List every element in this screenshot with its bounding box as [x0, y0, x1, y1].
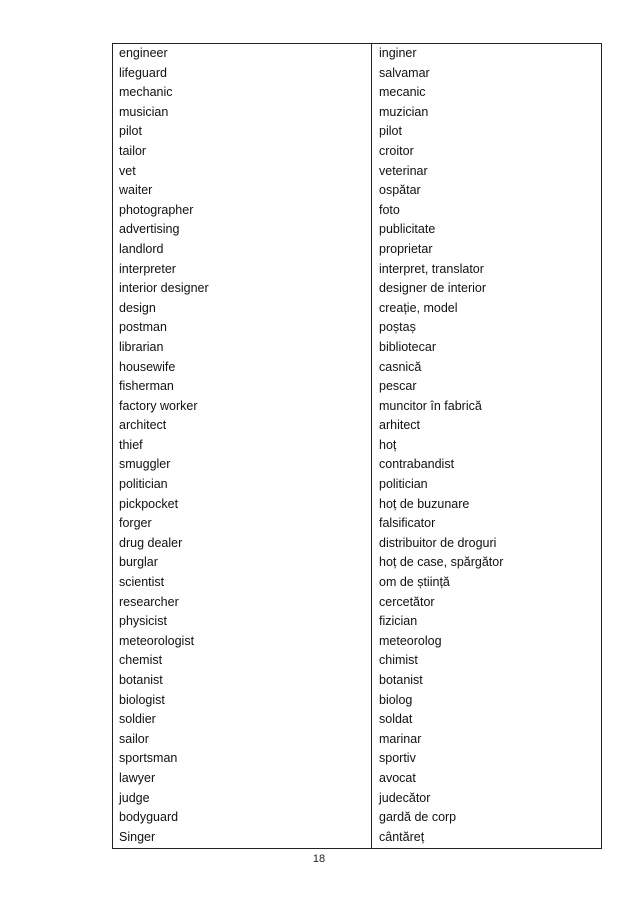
- english-term: bodyguard: [119, 810, 179, 825]
- english-term: pilot: [119, 124, 142, 139]
- english-term: lawyer: [119, 770, 156, 785]
- romanian-translation: interpret, translator: [379, 261, 484, 276]
- english-term: lifeguard: [119, 65, 167, 80]
- romanian-translation: distribuitor de droguri: [379, 535, 497, 550]
- romanian-translation: soldat: [379, 712, 413, 727]
- romanian-translation: cercetător: [379, 594, 435, 609]
- english-term: interpreter: [119, 261, 176, 276]
- english-term: smuggler: [119, 457, 171, 472]
- romanian-translation: chimist: [379, 653, 418, 668]
- page-number: 18: [312, 853, 326, 865]
- english-term: soldier: [119, 712, 156, 727]
- romanian-translation: arhitect: [379, 418, 420, 433]
- romanian-translation: proprietar: [379, 241, 433, 256]
- english-term: physicist: [119, 614, 167, 629]
- english-term: librarian: [119, 339, 164, 354]
- romanian-translation: muzician: [379, 104, 429, 119]
- english-term: meteorologist: [119, 633, 195, 648]
- romanian-translation: muncitor în fabrică: [379, 398, 482, 413]
- romanian-translation: hoț de buzunare: [379, 496, 470, 511]
- english-term: postman: [119, 320, 167, 335]
- romanian-translation: veterinar: [379, 163, 428, 178]
- romanian-translation: contrabandist: [379, 457, 455, 472]
- english-term: Singer: [119, 829, 156, 844]
- english-term: botanist: [119, 673, 163, 687]
- english-term: sailor: [119, 731, 149, 746]
- romanian-translation: publicitate: [379, 222, 436, 237]
- romanian-translation: botanist: [379, 673, 423, 687]
- romanian-translation: bibliotecar: [379, 339, 436, 354]
- english-term: burglar: [119, 555, 158, 570]
- english-term: landlord: [119, 241, 164, 256]
- english-term: waiter: [119, 183, 153, 198]
- romanian-translation: hoț de case, spărgător: [379, 555, 504, 570]
- romanian-translation: casnică: [379, 359, 422, 374]
- romanian-translation: foto: [379, 202, 400, 217]
- romanian-translation: avocat: [379, 770, 416, 785]
- romanian-translation: pescar: [379, 379, 417, 394]
- english-term: thief: [119, 437, 143, 452]
- english-term: design: [119, 300, 156, 315]
- english-term: fisherman: [119, 379, 174, 394]
- column-divider: [371, 44, 372, 848]
- english-term: advertising: [119, 222, 180, 237]
- english-term: pickpocket: [119, 496, 179, 511]
- english-term: biologist: [119, 692, 165, 707]
- romanian-translation: designer de interior: [379, 281, 487, 296]
- romanian-translation: sportiv: [379, 751, 416, 766]
- romanian-translation: politician: [379, 477, 428, 492]
- english-term: drug dealer: [119, 535, 183, 550]
- english-term: factory worker: [119, 398, 198, 413]
- romanian-translation: om de știință: [379, 575, 450, 590]
- romanian-translation: judecător: [379, 790, 431, 805]
- romanian-translation: mecanic: [379, 85, 426, 100]
- romanian-translation: biolog: [379, 692, 413, 707]
- romanian-translation: ospătar: [379, 183, 421, 198]
- romanian-translation: salvamar: [379, 65, 430, 80]
- romanian-translation: croitor: [379, 143, 414, 158]
- english-term: judge: [119, 790, 150, 805]
- vocabulary-table: [112, 43, 602, 849]
- english-term: mechanic: [119, 85, 173, 100]
- english-term: chemist: [119, 653, 163, 668]
- english-term: scientist: [119, 575, 165, 590]
- english-term: engineer: [119, 46, 168, 60]
- romanian-column: [379, 44, 503, 847]
- english-column: [119, 44, 209, 847]
- romanian-translation: pilot: [379, 124, 402, 139]
- english-term: vet: [119, 163, 136, 178]
- english-term: tailor: [119, 143, 147, 158]
- english-term: housewife: [119, 359, 176, 374]
- romanian-translation: cântăreț: [379, 829, 425, 844]
- english-term: musician: [119, 104, 169, 119]
- english-term: researcher: [119, 594, 179, 609]
- english-term: forger: [119, 516, 152, 531]
- english-term: architect: [119, 418, 167, 433]
- romanian-translation: inginer: [379, 46, 417, 60]
- english-term: interior designer: [119, 281, 209, 296]
- romanian-translation: fizician: [379, 614, 418, 629]
- romanian-translation: gardă de corp: [379, 810, 457, 825]
- romanian-translation: hoț: [379, 437, 397, 452]
- romanian-translation: falsificator: [379, 516, 436, 531]
- english-term: sportsman: [119, 751, 178, 766]
- romanian-translation: meteorolog: [379, 633, 442, 648]
- romanian-translation: creație, model: [379, 300, 458, 315]
- romanian-translation: poștaș: [379, 320, 416, 335]
- romanian-translation: marinar: [379, 731, 422, 746]
- english-term: photographer: [119, 202, 194, 217]
- english-term: politician: [119, 477, 168, 492]
